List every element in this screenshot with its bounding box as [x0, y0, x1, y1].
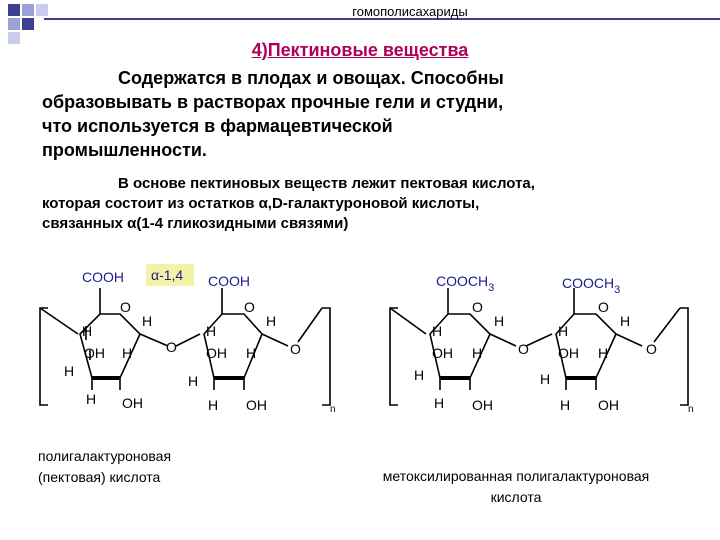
hydroxyl: OH	[246, 397, 267, 413]
bridge-oxygen: O	[646, 341, 657, 357]
ring-oxygen: O	[598, 299, 609, 315]
paragraph-structure	[42, 174, 692, 234]
bond	[298, 308, 322, 342]
bond	[262, 334, 288, 346]
decor-square	[8, 18, 20, 30]
glycosidic-bond-label: α-1,4	[151, 267, 184, 283]
ring-oxygen: O	[472, 299, 483, 315]
polymer-index: n	[330, 404, 336, 415]
hydroxyl: OH	[558, 345, 579, 361]
atom-h: H	[560, 397, 571, 413]
bond	[40, 308, 78, 334]
atom-h: H	[266, 313, 277, 329]
decor-square	[22, 18, 34, 30]
methyl-ester-group	[436, 273, 494, 294]
bond	[176, 334, 200, 346]
hydroxyl: OH	[122, 395, 143, 411]
hydroxyl: OH	[84, 345, 105, 361]
paragraph-line: Содержатся в плодах и овощах. Способны	[118, 68, 504, 88]
bond	[526, 334, 552, 346]
caption-left	[38, 446, 278, 488]
atom-h: H	[494, 313, 505, 329]
atom-h: H	[82, 323, 93, 339]
atom-h: H	[188, 373, 199, 389]
bond	[490, 334, 516, 346]
atom-h: H	[414, 367, 425, 383]
bond	[390, 308, 426, 334]
bracket-right	[322, 308, 330, 405]
caption-line: полигалактуроновая	[38, 448, 172, 464]
paragraph-line: которая состоит из остатков α,D-галактуроновой кислоты,	[42, 195, 480, 212]
bridge-oxygen: O	[518, 341, 529, 357]
caption-line: метоксилированная полигалактуроновая	[382, 468, 650, 484]
carboxyl-group: COOH	[208, 273, 250, 289]
atom-h: H	[64, 363, 75, 379]
paragraph-line: промышленности.	[42, 140, 207, 160]
hydroxyl: OH	[206, 345, 227, 361]
decor-square	[8, 4, 20, 16]
atom-h: H	[142, 313, 153, 329]
atom-h: H	[434, 395, 445, 411]
atom-h: H	[122, 345, 133, 361]
atom-h: H	[472, 345, 483, 361]
ring-oxygen: O	[244, 299, 255, 315]
paragraph-intro	[42, 66, 682, 162]
atom-h: H	[432, 323, 443, 339]
polymer-index: n	[688, 404, 694, 415]
caption-line: (пектовая) кислота	[38, 469, 161, 485]
caption-line: кислота	[490, 489, 542, 505]
bracket-right	[680, 308, 688, 405]
methyl-ester-text: COOCH	[436, 273, 489, 289]
decor-square	[36, 4, 48, 16]
hydroxyl: OH	[432, 345, 453, 361]
atom-h: H	[598, 345, 609, 361]
hydroxyl: OH	[472, 397, 493, 413]
slide-title: 4)Пектиновые вещества	[251, 40, 469, 60]
atom-h: H	[246, 345, 257, 361]
atom-h: H	[208, 397, 219, 413]
atom-h: H	[620, 313, 631, 329]
caption-right	[336, 466, 696, 508]
carboxyl-group: COOH	[82, 269, 124, 285]
methyl-ester-group	[562, 275, 620, 296]
atom-h: H	[206, 323, 217, 339]
bond	[616, 334, 642, 346]
bond	[140, 334, 168, 346]
atom-h: H	[540, 371, 551, 387]
paragraph-line: образовывать в растворах прочные гели и студни,	[42, 92, 504, 112]
bracket-left	[40, 308, 48, 405]
decor-square	[22, 4, 34, 16]
ring-oxygen: O	[120, 299, 131, 315]
bridge-oxygen: O	[290, 341, 301, 357]
hydroxyl: OH	[598, 397, 619, 413]
atom-h: H	[86, 391, 97, 407]
bracket-left	[390, 308, 398, 405]
slide-header: гомополисахариды	[352, 4, 468, 19]
bond	[654, 308, 680, 342]
paragraph-line: что используется в фармацевтической	[42, 116, 393, 136]
subscript: 3	[614, 284, 621, 296]
paragraph-line: В основе пектиновых веществ лежит пектовая кислота,	[118, 175, 535, 192]
atom-h: H	[558, 323, 569, 339]
bridge-oxygen: O	[166, 339, 177, 355]
methyl-ester-text: COOCH	[562, 275, 615, 291]
subscript: 3	[488, 282, 495, 294]
chemical-structures	[0, 250, 720, 440]
paragraph-line: связанных α(1-4 гликозидными связями)	[42, 215, 349, 232]
